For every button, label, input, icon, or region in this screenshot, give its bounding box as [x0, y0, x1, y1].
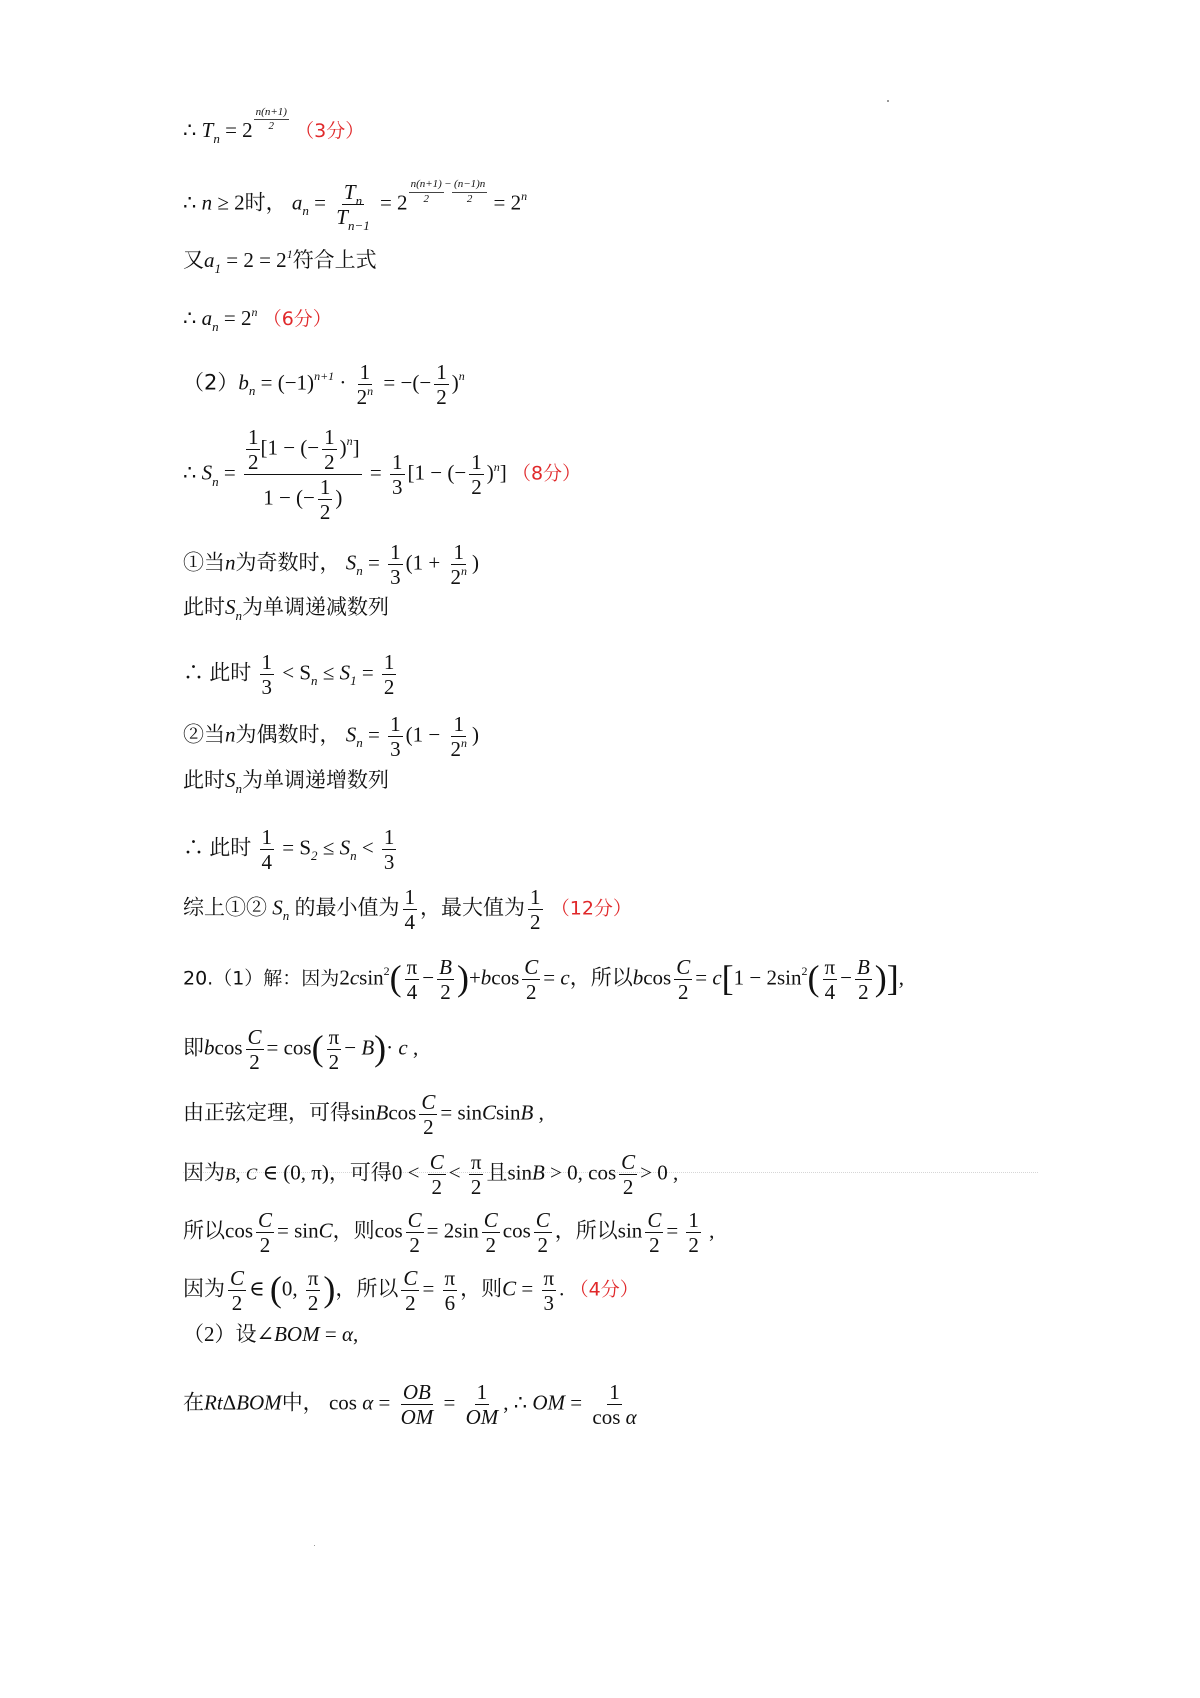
line-conclusion: 综上①② $S_n$ 的最小值为 $\frac{1}{4}$ ，最大值为 $\frac{1}{2}$ （12分）: [183, 885, 632, 935]
text-decreasing: 为单调递减数列: [242, 595, 389, 619]
line-an-recurrence: ∴ n ≥ 2时， $a_n$ = $\frac{T_n}{T_{n-1}}$ = 2 $\frac{n(n+1)}{2}$ − $\frac{(n-1)n}{2}$ = $2^n$: [183, 178, 528, 234]
line-even-case: ②当n为偶数时， $S_n$ = $\frac{1}{3}$ (1 − $\frac{1}{2^n}$ ): [183, 712, 479, 762]
line-a1: 又$a_1 = 2 = 2^1$符合上式: [183, 247, 377, 276]
text-so-1: ，所以: [569, 965, 633, 990]
line-problem-20: 20.（1）解：因为2csin$^2$( $\frac{\pi}{4}$ − $\frac{B}{2}$ )+bcos $\frac{C}{2}$ = c，所以bcos $\frac{C}{2}$ = $c[1 - 2\sin^2$( $\frac{\pi}{4}$ − $\frac{B}{2}$ )],: [183, 955, 905, 1005]
line-sine-law: 由正弦定理，可得sinBcos $\frac{C}{2}$ = sinCsinB ,: [183, 1090, 544, 1140]
text-case1-b: 为奇数时，: [235, 550, 341, 575]
text-so-2: 所以: [183, 1218, 225, 1243]
text-get: ，可得: [328, 1160, 392, 1185]
score-12: （12分）: [550, 897, 632, 920]
text-increasing: 为单调递增数列: [242, 768, 389, 792]
text-so-4: ，所以: [335, 1276, 399, 1301]
text-ie: 即: [183, 1035, 204, 1060]
line-odd-case: ①当n为奇数时， $S_n$ = $\frac{1}{3}$ (1 + $\frac{1}{2^n}$ ): [183, 540, 479, 590]
problem-20-label: 20.（1）解：因为: [183, 967, 340, 990]
line-even-range: ∴ 此时 $\frac{1}{4}$ = $S_2 \le S_n$ < $\frac{1}{3}$: [183, 825, 395, 875]
score-8: （8分）: [511, 462, 582, 485]
text-sine-law: 由正弦定理，可得: [183, 1100, 351, 1125]
line-ie: 即bcos $\frac{C}{2}$ = cos( $\frac{\pi}{2}$ − B)· c ,: [183, 1025, 419, 1075]
line-tn: ∴ $T_n = 2$ $\frac{n(n+1)}{2}$ （3分）: [183, 106, 365, 146]
text-now-4: 此时: [209, 835, 252, 860]
text-case1-a: ①当: [183, 550, 225, 575]
text-because-1: 因为: [183, 1160, 225, 1185]
line-part-2: （2）设∠BOM = α,: [183, 1322, 359, 1346]
text-case2-b: 为偶数时，: [235, 722, 341, 747]
text-now-2: 此时: [209, 660, 252, 685]
text-when: 时，: [244, 190, 287, 215]
line-decreasing: 此时$S_n$为单调递减数列: [183, 595, 389, 623]
text-summary-a: 综上①②: [183, 895, 267, 920]
score-6: （6分）: [262, 308, 332, 330]
line-rt-triangle: 在RtΔBOM中， cos α = $\frac{OB}{OM}$ = $\frac{1}{OM}$ , ∴ OM = $\frac{1}{\text{cos α}}$: [183, 1380, 637, 1430]
line-increasing: 此时$S_n$为单调递增数列: [183, 768, 389, 796]
text-summary-c: ，最大值为: [420, 895, 525, 920]
line-sn-sum: ∴ $S_n$ = $\frac{1}{2}$ [1 − (− $\frac{1}{2}$ )$^n$] 1 − (− $\frac{1}{2}$ ) = $\frac{1}{3}$ [1 − (− $\frac{1}{2}$ )$^n$] （8分）: [183, 425, 582, 525]
text-so-3: ，所以: [554, 1218, 618, 1243]
text-then-2: ，则: [460, 1276, 503, 1301]
scan-speck: [887, 100, 889, 102]
text-case2-a: ②当: [183, 722, 225, 747]
part-2-label: （2）: [183, 370, 239, 395]
score-4: （4分）: [569, 1278, 639, 1301]
text-and: 且: [486, 1160, 508, 1185]
text-because-2: 因为: [183, 1276, 225, 1301]
scan-speck: [314, 1545, 315, 1546]
line-half-angle: 所以cos $\frac{C}{2}$ = sinC，则cos $\frac{C}{2}$ = 2sin $\frac{C}{2}$ cos $\frac{C}{2}$ ，所以sin $\frac{C}{2}$ = $\frac{1}{2}$ ,: [183, 1208, 715, 1258]
text-fits: 符合上式: [292, 248, 377, 272]
text-in-mid: 中，: [281, 1390, 324, 1415]
text-now-1: 此时: [183, 595, 225, 619]
line-angle-c: 因为 $\frac{C}{2}$ ∈ (0, $\frac{\pi}{2}$ )，所以 $\frac{C}{2}$ = $\frac{\pi}{6}$ ，则C = $\frac{\pi}{3}$ . （4分）: [183, 1266, 639, 1316]
text-then-1: ，则: [332, 1218, 375, 1243]
text-let: （2）设: [183, 1322, 257, 1346]
line-range: 因为B, C ∈ (0, π)，可得0 < $\frac{C}{2}$ < $\frac{\pi}{2}$ 且sinB > 0, cos $\frac{C}{2}$ > 0 ,: [183, 1150, 679, 1200]
text-now-3: 此时: [183, 768, 225, 792]
score-3: （3分）: [295, 120, 365, 142]
line-odd-range: ∴ 此时 $\frac{1}{3}$ < $S_n \le S_1$ = $\frac{1}{2}$: [183, 650, 395, 700]
line-an-result: ∴ $a_n = 2^n$ （6分）: [183, 305, 332, 334]
line-bn: $(2)b_n = (-1)^{n+1}$ · $\frac{1}{2^n}$ = −(− $\frac{1}{2}$ )$^n$: [183, 360, 465, 410]
text-in: 在: [183, 1390, 204, 1415]
text-summary-b: 的最小值为: [294, 895, 400, 920]
